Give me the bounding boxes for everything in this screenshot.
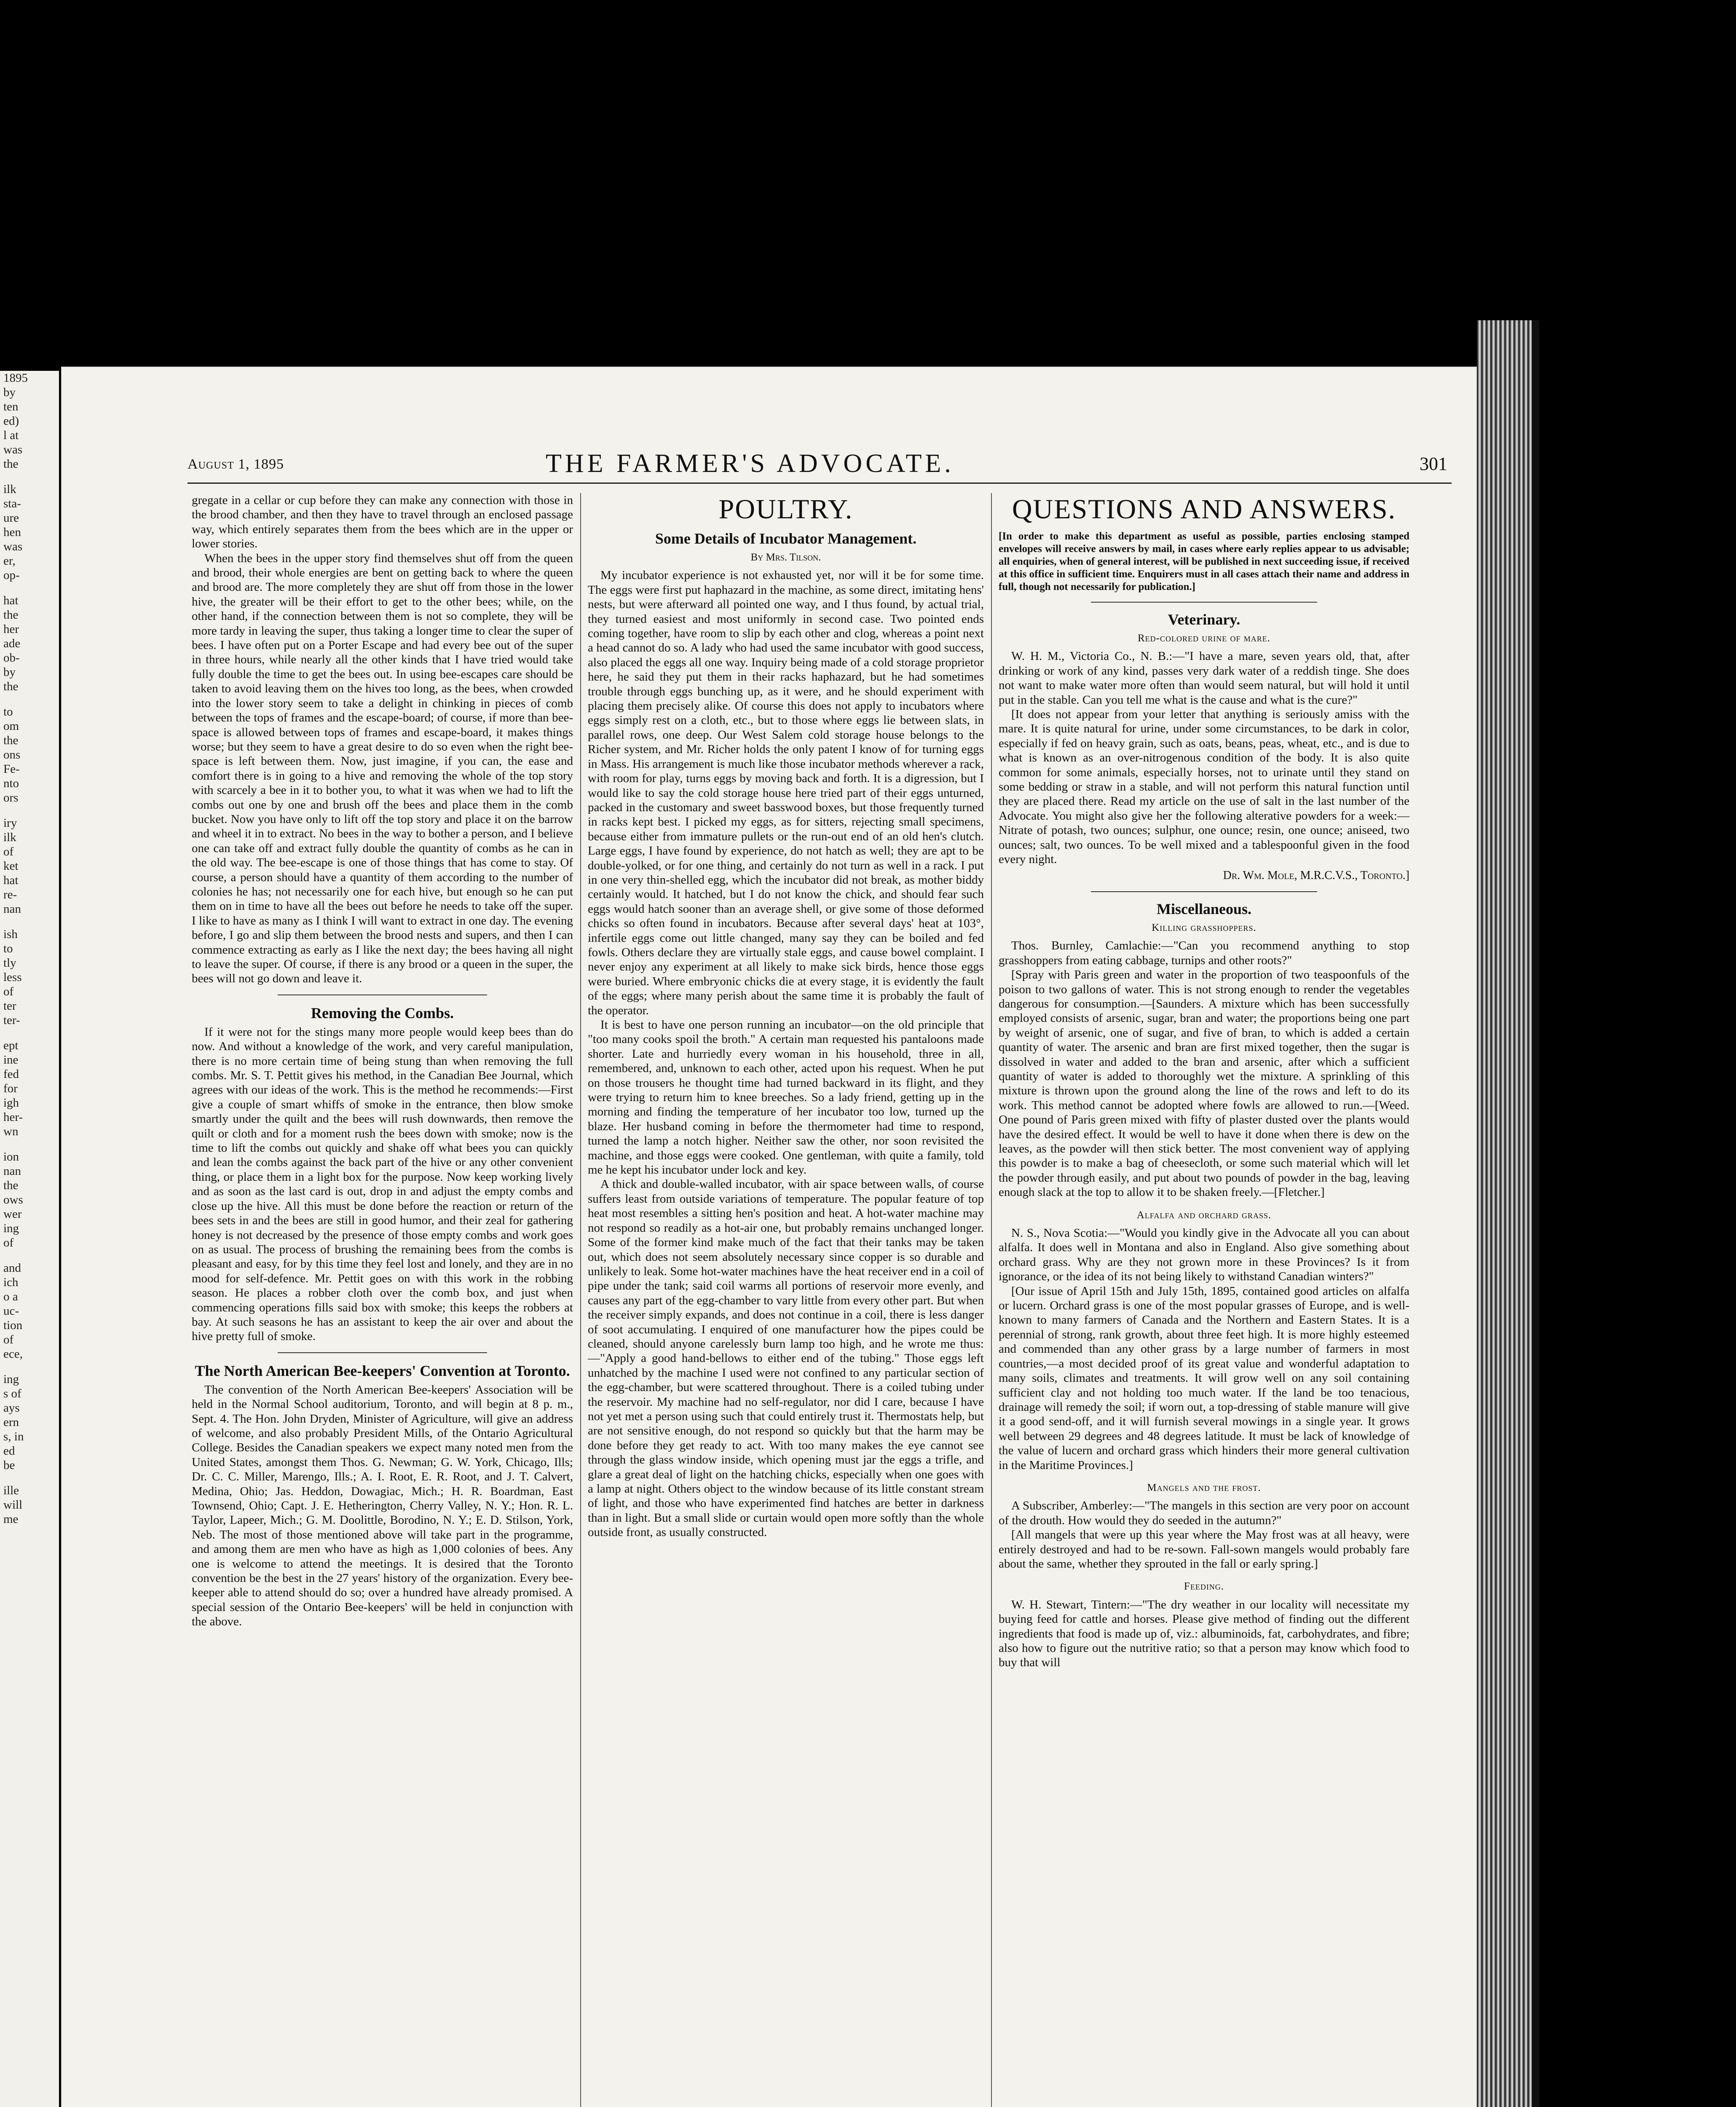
issue-date: August 1, 1895 bbox=[188, 456, 284, 472]
facing-fragment-line: of bbox=[3, 1236, 14, 1249]
facing-fragment-line: ket bbox=[3, 859, 19, 873]
answer-paragraph: [Our issue of April 15th and July 15th, 1895, contained good articles on alfalfa or lucern. Orchard grass is one of the most popular grasses of Europe, and is well-known to many farmers of Canada and the Northern and Eastern States. It is a perennial of strong, rank growth, about three feet high. It is more highly esteemed and commended than any other grass by a large number of farmers in most countries,—a most decided proof of its great value and wonderful adaptation to many soils, climates and treatments. It will grow well on any soil containing sufficient clay and not holding too much water. If the land be too tenacious, drainage will remedy the soil; if worn out, a top-dressing of stable manure will give it a good send-off, and it will furnish several mowings in a single year. It grows well between 29 degrees and 48 degrees latitude. It must be lack of knowledge of the value of lucern and orchard grass which hinders their more general cultivation in the Maritime Provinces.] bbox=[999, 1284, 1409, 1472]
facing-fragment-line: fed bbox=[3, 1067, 19, 1081]
article-paragraph: The convention of the North American Bee-keepers' Association will be held in the Normal School auditorium, Toronto, and will begin at 8 p. m., Sept. 4. The Hon. John Dryden, Minister of Agriculture, will give an address of welcome, and also probably President Mills, of the Ontario Agricultural College. Besides the Canadian speakers we expect many noted men from the United States, amongst them Thos. G. Newman; G. W. York, Chicago, Ills; Dr. C. C. Miller, Marengo, Ills.; A. I. Root, E. R. Root, and J. T. Calvert, Medina, Ohio; Jas. Heddon, Dowagiac, Mich.; H. R. Boardman, East Townsend, Ohio; Capt. J. E. Hetherington, Cherry Valley, N. Y.; Hon. R. L. Taylor, Lapeer, Mich.; G. M. Doolittle, Borodino, N. Y.; E. D. Stilson, York, Neb. The most of those mentioned above will take part in the programme, and among them are men who have as high as 1,000 colonies of bees. Any one is welcome to attend the meetings. It is desired that the Toronto convention be the best in the 27 years' history of the organization. Every bee-keeper able to attend should do so; over a hundred have already promised. A special session of the Ontario Bee-keepers' will be held in conjunction with the above. bbox=[192, 1383, 573, 1629]
article-paragraph: If it were not for the stings many more people would keep bees than do now. And without a knowledge of the work, and very careful manipulation, there is no more certain time of being stung than when removing the full combs. Mr. S. T. Pettit gives his method, in the Canadian Bee Journal, which agrees with our ideas of the work. This is the method he recommends:—First give a couple of smart whiffs of smoke in the entrance, then blow smoke smartly under the quilt and the bees will rush downwards, then remove the quilt or cloth and for a moment rush the bees down with smoke; now is the time to lift the combs out quickly and shake off what bees you can quickly and lean the combs against the back part of the hive or any other convenient thing, or place them in a light box for the purpose. Now keep working lively and as soon as the last card is out, drop in and adjust the empty combs and close up the hive. All this must be done before the reaction or return of the bees sets in and the bees are still in good humor, and their zeal for gathering honey is not decreased by the presence of those empty combs and work goes on as usual. The process of brushing the remaining bees from the combs is pleasant and easy, for by this time they feel lost and lonely, and they are in no mood for self-defence. Mr. Pettit goes on with this work in the robbing season. He places a robber cloth over the comb box, and just when commencing operations fills said box with smoke; this keeps the robbers at bay. At such seasons he has an assistant to keep the air over and about the hive pretty full of smoke. bbox=[192, 1025, 573, 1343]
facing-fragment-line: ors bbox=[3, 791, 19, 804]
facing-fragment-line: tly bbox=[3, 956, 16, 970]
facing-fragment-line: ons bbox=[3, 748, 21, 761]
bees-article-continued bbox=[192, 493, 573, 986]
page-edge-stack bbox=[1477, 320, 1532, 2107]
article-title-removing-combs: Removing the Combs. bbox=[311, 1004, 454, 1021]
query-title: Mangels and the frost. bbox=[1147, 1482, 1261, 1493]
article-paragraph: It is best to have one person running an incubator—on the old principle that "too many cooks spoil the broth." A certain man requested his pantaloons made shorter. Late and hurriedly every woman in his household, three in all, remembered, and, unknown to each other, acted upon his request. When he put on those trousers he thought time had turned backward in its flight, and they were trying to return him to knee breeches. So a lady friend, getting up in the morning and finding the temperature of her incubator too low, turned up the blaze. Her husband coming in before the thermometer had time to respond, turned the lamp a notch higher. Neither saw the other, nor soon revisited the machine, and those eggs were cooked. One gentleman, with quite a family, told me he kept his incubator under lock and key. bbox=[588, 1018, 984, 1177]
answer-signature: Dr. Wm. Mole, M.R.C.V.S., Toronto.] bbox=[1223, 869, 1409, 882]
article-paragraph: My incubator experience is not exhausted yet, nor will it be for some time. The eggs were first put haphazard in the machine, as some direct, imitating hens' nests, but were afterward all pointed one way, and I thus found, by actual trial, they turned easiest and most uniformly in second case. Two pointed ends coming together, have room to slip by each other and clog, whereas a point next a head cannot do so. A lady who had used the same incubator with good success, also placed the eggs all one way. Inquiry being made of a cold storage proprietor here, he said they put them in their racks haphazard, but he had sometimes trouble through eggs bunching up, as it were, and he should experiment with placing them precisely alike. Of course this does not apply to incubators where eggs simply rest on a cloth, etc., but to those where eggs lie between slats, in parallel rows, one deep. Our West Salem cold storage house belongs to the Richer system, and Mr. Richer holds the only patent I know of for turning eggs in Mass. His arrangement is much like those incubator methods wherever a rack, with room for play, turns eggs by moving back and forth. It is a digression, but I would like to say the cold storage house here tried part of their eggs unturned, packed in the customary and sweet basswood boxes, but those frequently turned in racks kept best. I picked my eggs, as for sitters, rejecting small specimens, because either from immature pullets or the run-out end of an old hen's clutch. Large eggs, I have found by experience, do not hatch as well; they are apt to be double-yolked, or for one thing, and certainly do not turn as well in a rack. I put in one very thin-shelled egg, which the incubator did not break, as mother biddy certainly would. It hatched, but I do not know the chick, and should fear such eggs would hatch sooner than an average shell, or give some of those deformed chicks so often found in incubators. Because after several days' heat at 103°, infertile eggs come out little changed, many say they can be boiled and fed fowls. Others declare they are virtually stale eggs, and cause bowel complaint. I never enjoy any experiment at all likely to make sick birds, hence those eggs were buried. Where embryonic chicks die at every stage, it is evidently the fault of the eggs; where many perish about the same time it is probably the fault of the operator. bbox=[588, 568, 984, 1017]
facing-fragment-line: ten bbox=[3, 400, 19, 413]
facing-fragment-line: wn bbox=[3, 1125, 19, 1138]
facing-fragment-line: hat bbox=[3, 874, 19, 887]
facing-fragment-line: ing bbox=[3, 1222, 19, 1235]
column-divider bbox=[991, 493, 992, 2107]
query-paragraph: A Subscriber, Amberley:—"The mangels in this section are very poor on account of the drouth. How would they do seeded in the autumn?" bbox=[999, 1499, 1409, 1527]
facing-fragment-line: sta- bbox=[3, 497, 21, 510]
facing-fragment-line: ing bbox=[3, 1372, 19, 1386]
facing-fragment-line: ern bbox=[3, 1415, 19, 1429]
facing-fragment-line: ille bbox=[3, 1484, 19, 1497]
facing-fragment-line: ays bbox=[3, 1401, 20, 1415]
facing-fragment-line: the bbox=[3, 734, 19, 747]
facing-fragment-line: be bbox=[3, 1458, 15, 1472]
answer-paragraph: [It does not appear from your letter that anything is seriously amiss with the mare. It is quite natural for urine, under some circumstances, to be dark in color, especially if fed on heavy grain, such as oats, beans, peas, wheat, etc., and is due to what is known as an over-nitrogenous condition of the body. It is also quite common for some animals, especially horses, not to urinate until they stand on some bedding or straw in a stable, and will not perform this natural function until they are placed there. Read my article on the use of salt in the last number of the Advocate. You might also give her the following alterative powders for a week:—Nitrate of potash, two ounces; sulphur, one ounce; resin, one ounce; aniseed, two ounces; salt, two ounces. To be well mixed and a tablespoonful given in the food every night. bbox=[999, 708, 1409, 866]
answer-paragraph: [Spray with Paris green and water in the proportion of two teaspoonfuls of the poison to two gallons of water. This is not strong enough to render the vegetables dangerous for consumption.—[Saunders. A mixture which has been successfully employed consists of arsenic, sugar, bran and water; the proportions being one part by weight of arsenic, one of sugar, and five of bran, to which is added a certain quantity of water. The arsenic and bran are first mixed together, then the sugar is dissolved in water and added to the bran and arsenic, after which a sufficient quantity of water is added to thoroughly wet the mixture. A sprinkling of this mixture is thrown upon the ground along the line of the rows and left to do its work. This method cannot be adopted where fowls are allowed to run.—[Weed. One pound of Paris green mixed with fifty of plaster dusted over the plants would have the desired effect. It would be well to have it done when there is dew on the leaves, as the powder will then stick better. The most convenient way of applying this powder is to make a bag of cheesecloth, or some such material which will let the powder through easily, and put about two pounds of powder in the bag, leaving enough slack at the top to allow it to be shaken freely.—[Fletcher.] bbox=[999, 968, 1409, 1199]
subsection-title-miscellaneous: Miscellaneous. bbox=[1157, 900, 1251, 917]
facing-fragment-line: l at bbox=[3, 429, 19, 442]
facing-fragment-line: ows bbox=[3, 1193, 23, 1206]
facing-fragment-line: ob- bbox=[3, 651, 20, 665]
article-paragraph: gregate in a cellar or cup before they can make any connection with those in the brood chamber, and then they have to travel through an enclosed passage way, which entirely separates them from the bees which are in the upper or lower stories. bbox=[192, 493, 573, 551]
facing-fragment-line: me bbox=[3, 1512, 19, 1526]
facing-fragment-line: nan bbox=[3, 1164, 21, 1178]
column-1 bbox=[192, 493, 573, 2107]
facing-fragment-line: was bbox=[3, 443, 23, 456]
facing-fragment-line: ich bbox=[3, 1276, 19, 1289]
facing-fragment-line: ter- bbox=[3, 1013, 20, 1027]
facing-fragment-line: nto bbox=[3, 777, 19, 790]
facing-fragment-line: ece, bbox=[3, 1347, 23, 1361]
section-title-questions: QUESTIONS AND ANSWERS. bbox=[1012, 494, 1396, 525]
query-title: Red-colored urine of mare. bbox=[1137, 633, 1270, 644]
facing-fragment-line: ish bbox=[3, 928, 18, 941]
facing-fragment-line: to bbox=[3, 942, 13, 955]
facing-fragment-line: s of bbox=[3, 1387, 21, 1400]
facing-fragment-line: the bbox=[3, 457, 19, 471]
facing-fragment-line: the bbox=[3, 1179, 19, 1192]
query-title: Feeding. bbox=[1184, 1581, 1224, 1592]
byline: By Mrs. Tilson. bbox=[750, 552, 821, 563]
facing-fragment-line: iry bbox=[3, 816, 17, 830]
facing-fragment-line: by bbox=[3, 665, 16, 679]
section-rule bbox=[278, 1352, 488, 1353]
facing-fragment-line: ure bbox=[3, 511, 19, 525]
query-paragraph: W. H. M., Victoria Co., N. B.:—"I have a mare, seven years old, that, after drinking or work of any kind, passes very dark water of a reddish tinge. She does not want to make water more often than would seem natural, but will hold it until put in the stable. Can you tell me what is the cause and what is the cure?" bbox=[999, 649, 1409, 707]
column-2 bbox=[588, 493, 984, 2107]
facing-fragment-line: ilk bbox=[3, 483, 16, 496]
facing-fragment-line: wer bbox=[3, 1207, 22, 1221]
facing-fragment-line: the bbox=[3, 608, 19, 622]
article-title-convention: The North American Bee-keepers' Convention at Toronto. bbox=[195, 1362, 570, 1379]
facing-fragment-line: om bbox=[3, 719, 19, 733]
facing-fragment-line: by bbox=[3, 386, 16, 399]
department-note: [In order to make this department as useful as possible, parties enclosing stamped envelopes will receive answers by mail, in cases where early replies appear to us advisable; all enquiries, when of general interest, will be published in next succeeding issue, if received at this office in sufficient time. Enquirers must in all cases attach their name and address in full, though not necessarily for publication.] bbox=[999, 531, 1409, 592]
facing-fragment-line: of bbox=[3, 1333, 14, 1346]
facing-fragment-line: ept bbox=[3, 1039, 19, 1052]
facing-fragment-line: nan bbox=[3, 902, 21, 916]
subsection-title-veterinary: Veterinary. bbox=[1168, 611, 1240, 628]
facing-fragment-line: ed bbox=[3, 1444, 15, 1458]
facing-fragment-line: of bbox=[3, 845, 14, 858]
facing-fragment-line: will bbox=[3, 1498, 23, 1512]
facing-fragment-line: uc- bbox=[3, 1304, 19, 1318]
facing-fragment-line: ed) bbox=[3, 414, 19, 428]
facing-fragment-line: for bbox=[3, 1082, 18, 1095]
facing-page-fragment bbox=[0, 371, 59, 2107]
facing-fragment-line: her bbox=[3, 622, 19, 636]
facing-fragment-line: re- bbox=[3, 888, 17, 901]
query-title: Alfalfa and orchard grass. bbox=[1136, 1209, 1272, 1221]
facing-fragment-line: igh bbox=[3, 1096, 19, 1110]
facing-fragment-line: o a bbox=[3, 1290, 18, 1303]
masthead-rule bbox=[188, 483, 1452, 484]
facing-fragment-line: er, bbox=[3, 554, 16, 568]
facing-fragment-line: op- bbox=[3, 568, 20, 582]
section-title-poultry: POULTRY. bbox=[718, 494, 853, 525]
facing-fragment-line: of bbox=[3, 985, 14, 998]
masthead bbox=[188, 449, 1447, 478]
section-rule bbox=[1091, 602, 1317, 603]
query-paragraph: Thos. Burnley, Camlachie:—"Can you recommend anything to stop grasshoppers from eating cabbage, turnips and other roots?" bbox=[999, 939, 1409, 967]
facing-fragment-line: ter bbox=[3, 999, 16, 1013]
facing-fragment-line: tion bbox=[3, 1319, 23, 1332]
facing-fragment-line: to bbox=[3, 705, 13, 718]
article-paragraph: A thick and double-walled incubator, with air space between walls, of course suffers least from outside variations of temperature. The popular feature of top heat most resembles a sitting hen's position and heat. A hot-water machine may not respond so readily as a hot-air one, but probably remains unchanged longer. Some of the former kind make much of the fact that their tanks may be taken out, which does not seem absolutely necessary since copper is so durable and unlikely to leak. Some hot-water machines have the heat receiver end in a coil of pipe under the tank; said coil warms all portions of reservoir more evenly, and causes any part of the egg-chamber to vary little from every other part. But when the receiver simply expands, and does not continue in a coil, there is less danger of soot accumulating. I enquired of one manufacturer how the pipes could be cleaned, should anyone carelessly burn lamp too high, and he wrote me thus:—"Apply a good hand-bellows to either end of the tubing." Those eggs left unhatched by the machine I used were not confined to any particular section of the egg-chamber, but were scattered throughout. There is a coiled tubing under the reservoir. My machine had no self-regulator, nor did I care, because I have not yet met a person using such that could entirely trust it. Thermostats help, but are not sensitive enough, do not respond so quickly but that the harm may be done before they get ready to act. With too many makes the eye cannot see through the glass window inside, which opening must jar the eggs a trifle, and glare a great deal of light on the hatching chicks, especially when one goes with a lamp at night. Others object to the window because of its little constant stream of light, and those who have experimented find hatches are better in darkness than in light. But a small slide or curtain would open more softly than the whole outside front, as usually constructed. bbox=[588, 1177, 984, 1539]
article-paragraph: When the bees in the upper story find themselves shut off from the queen and brood, their whole energies are bent on getting back to where the queen and brood are. The more completely they are shut off from those in the lower hive, the greater will be their effort to get to the other bees; while, on the other hand, if the connection between them is not so complete, they will be more tardy in leaving the super, thus taking a longer time to clear the super of bees. I have often put on a Porter Escape and had every bee out of the super in three hours, while nearly all the other kinds that I have tried would take fully double the time to get the bees out. In using bee-escapes care should be taken to avoid leaving them on the hives too long, as the bees, when crowded into the lower story seem to take a delight in chinking in pieces of comb between the tops of frames and the escape-board; of course, if more than bee-space is allowed between tops of frames and escape-board, it makes things worse; but they seem to have a great desire to do so even when the right bee-space is left between them. Now, just imagine, if you can, the ease and comfort there is in going to a hive and removing the whole of the top story with scarcely a bee in it to bother you, to what it was when we had to lift the combs out one by one and brush off the bees and place them in the comb bucket. Now you have only to lift off the top story and place it on the barrow and wheel it in to extract. No bees in the way to bother a person, and I believe one can take off and extract fully double the quantity of combs as he can in the old way. The bee-escape is one of those things that has come to stay. Of course, a person should have a quantity of them according to the number of colonies he has; not necessarily one for each hive, but enough so he can put them on in time to have all the bees out before he needs to take off the super. I like to have as many as I think I will want to extract in one day. The evening before, I go and slip them between the brood nests and supers, and then I can commence extracting as early as I like the next day; the bees having all night to leave the super. Of course, if there is any brood or a queen in the super, the bees will not go down and leave it. bbox=[192, 551, 573, 986]
facing-fragment-line: ilk bbox=[3, 831, 16, 844]
facing-fragment-line: ine bbox=[3, 1053, 19, 1067]
facing-fragment-line: hat bbox=[3, 594, 19, 607]
query-title: Killing grasshoppers. bbox=[1152, 922, 1256, 933]
facing-fragment-line: hen bbox=[3, 525, 21, 539]
answer-paragraph: [All mangels that were up this year where the May frost was at all heavy, were entirely destroyed and had to be re-sown. Fall-sown mangels would probably fare about the same, whether they sprouted in the fall or early spring.] bbox=[999, 1528, 1409, 1571]
facing-page-text bbox=[3, 371, 56, 1526]
page-number: 301 bbox=[1420, 453, 1447, 474]
column-3 bbox=[999, 493, 1409, 2107]
query-paragraph: W. H. Stewart, Tintern:—"The dry weather in our locality will necessitate my buying feed for cattle and horses. Please give method of finding out the different ingredients that food is made up of, viz.: albuminoids, fat, carbohydrates, and fibre; also how to figure out the nutritive ratio; so that a person may know which food to buy that will bbox=[999, 1598, 1409, 1670]
newspaper-title: THE FARMER'S ADVOCATE. bbox=[546, 449, 954, 478]
facing-fragment-line: ion bbox=[3, 1150, 19, 1163]
column-divider bbox=[580, 493, 581, 2107]
article-title-incubator: Some Details of Incubator Management. bbox=[655, 530, 917, 547]
facing-fragment-line: her- bbox=[3, 1110, 23, 1124]
facing-fragment-line: s, in bbox=[3, 1430, 24, 1443]
facing-fragment-line: 1895 bbox=[3, 371, 28, 385]
facing-fragment-line: and bbox=[3, 1261, 21, 1275]
section-rule bbox=[1091, 891, 1317, 892]
facing-fragment-line: ade bbox=[3, 637, 21, 650]
facing-fragment-line: was bbox=[3, 540, 23, 553]
query-paragraph: N. S., Nova Scotia:—"Would you kindly give in the Advocate all you can about alfalfa. It does well in Montana and also in England. Also give something about orchard grass. Why are they not grown more in these Provinces? Is it from ignorance, or the idea of its not being likely to withstand Canadian winters?" bbox=[999, 1226, 1409, 1284]
facing-fragment-line: the bbox=[3, 680, 19, 693]
newspaper-page bbox=[61, 367, 1477, 2107]
facing-fragment-line: Fe- bbox=[3, 762, 20, 776]
facing-fragment-line: less bbox=[3, 970, 22, 984]
